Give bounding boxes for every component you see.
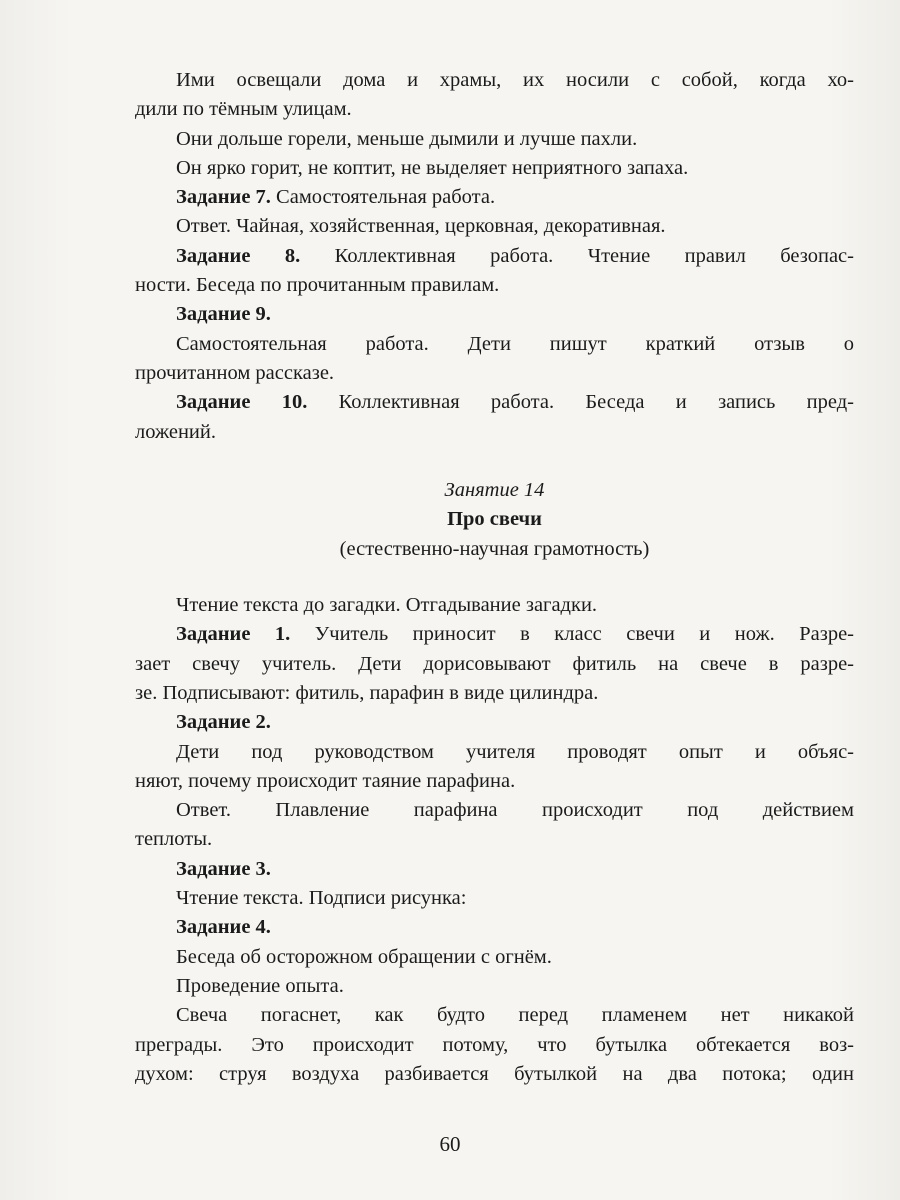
text-line: Он ярко горит, не коптит, не выделяет неприятного запаха. xyxy=(176,156,689,179)
task-label: Задание 10. xyxy=(176,391,308,414)
text-line: Дети под руководством учителя проводят опыт и объяс- xyxy=(176,740,854,763)
lesson-title: Про свечи xyxy=(447,508,542,531)
lesson-number: Занятие 14 xyxy=(444,479,545,502)
text-line: Они дольше горели, меньше дымили и лучше пахли. xyxy=(176,127,638,150)
text-line: духом: струя воздуха разбивается бутылкой на два потока; один xyxy=(135,1062,854,1085)
task-label: Задание 7. xyxy=(176,186,271,209)
task-text: Коллективная работа. Чтение правил безопас- xyxy=(300,244,854,267)
task-label: Задание 1. xyxy=(176,623,291,646)
task-8 xyxy=(176,242,854,271)
text-line: теплоты. xyxy=(135,828,213,851)
text-line: преграды. Это происходит потому, что бутылка обтекается воз- xyxy=(135,1033,854,1056)
text-line: Свеча погаснет, как будто перед пламенем нет никакой xyxy=(176,1004,854,1027)
text-line: Чтение текста до загадки. Отгадывание загадки. xyxy=(176,594,598,617)
task-1 xyxy=(176,620,854,649)
task-label: Задание 3. xyxy=(176,857,271,880)
text-line: Самостоятельная работа. Дети пишут краткий отзыв о xyxy=(176,332,854,355)
text-line: зает свечу учитель. Дети дорисовывают фитиль на свече в разре- xyxy=(135,652,854,675)
text-line: ности. Беседа по прочитанным правилам. xyxy=(135,274,500,297)
task-7 xyxy=(176,183,854,212)
task-2 xyxy=(176,708,854,737)
task-3 xyxy=(176,855,854,884)
text-line: няют, почему происходит таяние парафина. xyxy=(135,769,516,792)
text-line: Чтение текста. Подписи рисунка: xyxy=(176,887,467,910)
task-9 xyxy=(176,300,854,329)
page-text xyxy=(135,66,854,1089)
task-label: Задание 8. xyxy=(176,244,301,267)
task-10 xyxy=(176,388,854,417)
page-number: 60 xyxy=(439,1132,461,1156)
task-label: Задание 9. xyxy=(176,303,271,326)
text-line: зе. Подписывают: фитиль, парафин в виде цилиндра. xyxy=(135,681,599,704)
task-text: Самостоятельная работа. xyxy=(270,186,496,209)
task-text: Учитель приносит в класс свечи и нож. Разре- xyxy=(290,623,854,646)
text-line: Ими освещали дома и храмы, их носили с собой, когда хо- xyxy=(176,69,854,91)
text-line: ложений. xyxy=(135,420,216,443)
lesson-subtitle: (естественно-научная грамотность) xyxy=(339,537,650,560)
spacer xyxy=(176,564,854,591)
task-label: Задание 4. xyxy=(176,916,271,939)
spacer xyxy=(176,447,854,476)
text-line: прочитанном рассказе. xyxy=(135,361,335,384)
text-line: Ответ. Плавление парафина происходит под действием xyxy=(176,799,854,822)
text-line: дили по тёмным улицам. xyxy=(135,98,352,121)
text-line: Беседа об осторожном обращении с огнём. xyxy=(176,945,552,968)
task-label: Задание 2. xyxy=(176,711,271,734)
text-line: Ответ. Чайная, хозяйственная, церковная, декоративная. xyxy=(176,215,666,238)
task-4 xyxy=(176,913,854,942)
task-text: Коллективная работа. Беседа и запись пред- xyxy=(307,391,854,414)
text-line: Проведение опыта. xyxy=(176,974,344,997)
